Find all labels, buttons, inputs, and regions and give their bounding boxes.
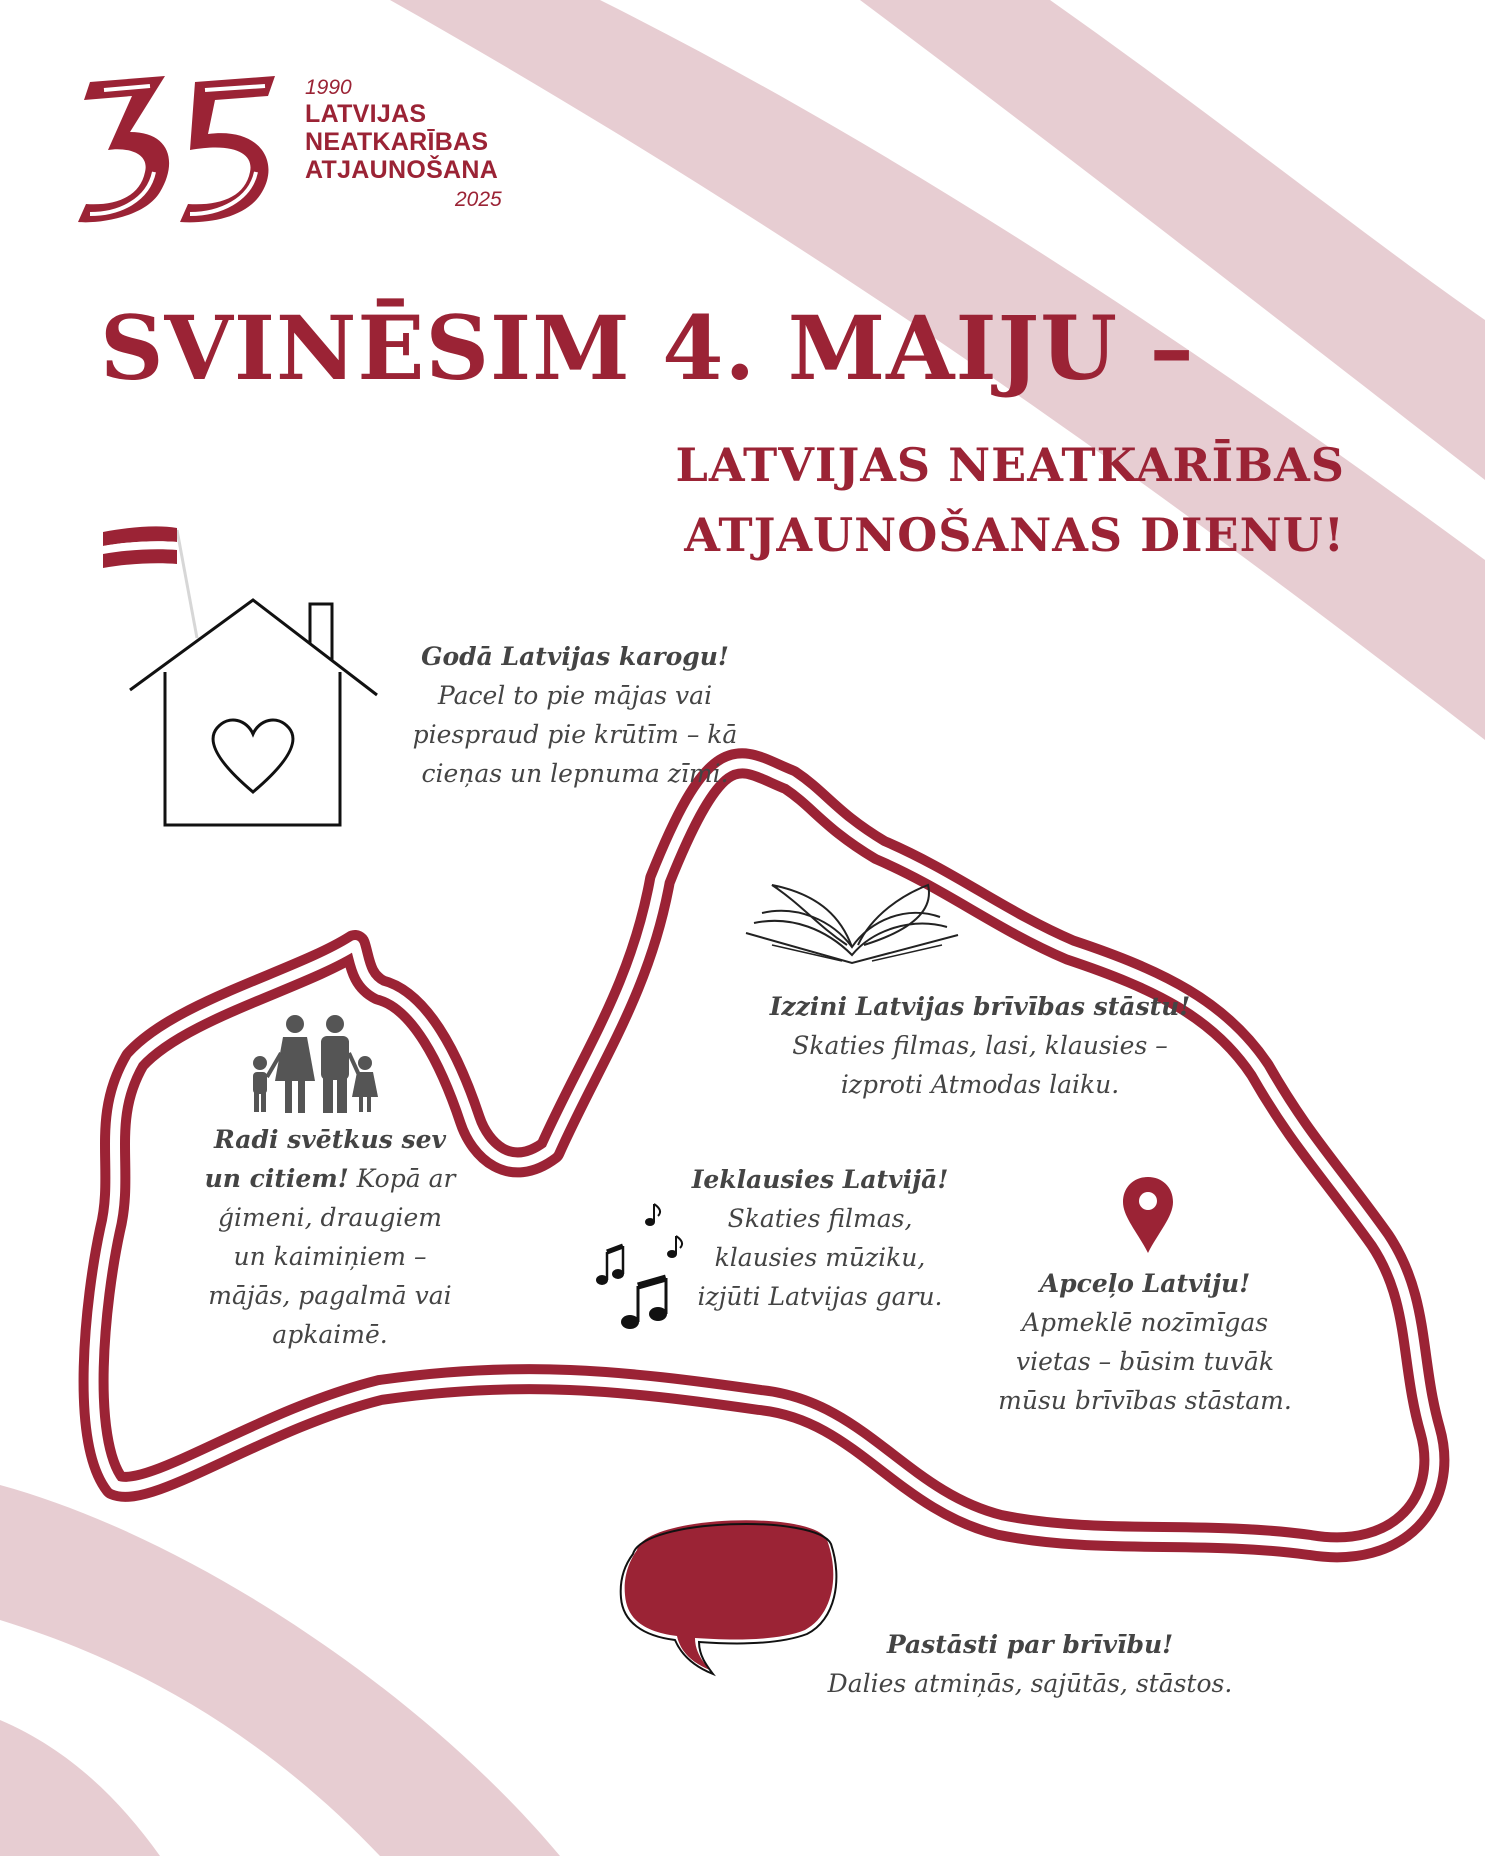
tip-family-title-2: un citiem! [204,1164,349,1193]
location-pin-icon [1120,1175,1176,1255]
family-icon [245,1015,380,1115]
tip-flag-line-2: piespraud pie krūtīm – kā [412,720,738,749]
page-title: SVINĒSIM 4. MAIJU – [100,296,1195,400]
house-with-flag-icon [95,520,390,840]
tip-travel-line-3: mūsu brīvības stāstam. [998,1386,1292,1415]
tip-family-line-6: apkaimē. [272,1320,388,1349]
tip-family-line-2: Kopā ar [348,1164,456,1193]
tip-travel-line-2: vietas – būsim tuvāk [1016,1347,1274,1376]
tip-share-line-1: Dalies atmiņās, sajūtās, stāstos. [827,1669,1233,1698]
tip-family-line-3: ģimeni, draugiem [218,1203,442,1232]
subtitle-line-1: LATVIJAS NEATKARĪBAS [675,438,1345,492]
page-subtitle [675,430,1345,570]
logo-year-start: 1990 [305,76,352,99]
tip-music-line-2: klausies mūziku, [714,1243,926,1272]
tip-travel-title: Apceļo Latviju! [1039,1269,1251,1298]
tip-family-line-5: mājās, pagalmā vai [208,1281,452,1310]
subtitle-line-2: ATJAUNOŠANAS DIENU! [684,508,1345,562]
tip-history-line-2: izproti Atmodas laiku. [840,1070,1120,1099]
tip-share-title: Pastāsti par brīvību! [886,1630,1174,1659]
tip-travel-line-1: Apmeklē nozīmīgas [1021,1308,1269,1337]
logo-line-2: NEATKARĪBAS [305,128,489,156]
logo-line-1: LATVIJAS [305,100,427,128]
tip-flag-title: Godā Latvijas karogu! [421,642,729,671]
tip-music [660,1160,980,1316]
open-book-icon [742,875,962,970]
tip-music-line-3: izjūti Latvijas garu. [697,1282,943,1311]
tip-history-line-1: Skaties filmas, lasi, klausies – [792,1031,1168,1060]
tip-history [740,987,1220,1104]
tip-family-line-4: un kaimiņiem – [233,1242,427,1271]
logo-year-end: 2025 [455,188,502,211]
tip-travel [975,1264,1315,1420]
tip-family-title-1: Radi svētkus sev [213,1125,447,1154]
tip-music-line-1: Skaties filmas, [727,1204,913,1233]
tip-flag-line-1: Pacel to pie mājas vai [437,681,713,710]
tip-flag [390,637,760,793]
tip-music-title: Ieklausies Latvijā! [691,1165,949,1194]
logo-text [305,76,502,212]
logo-line-3: ATJAUNOŠANA [305,156,499,184]
ribbon-35-logo [70,72,285,232]
tip-history-title: Izzini Latvijas brīvības stāstu! [769,992,1191,1021]
tip-share [790,1625,1270,1703]
tip-family [170,1120,490,1354]
tip-flag-line-3: cieņas un lepnuma zīmi. [421,759,729,788]
